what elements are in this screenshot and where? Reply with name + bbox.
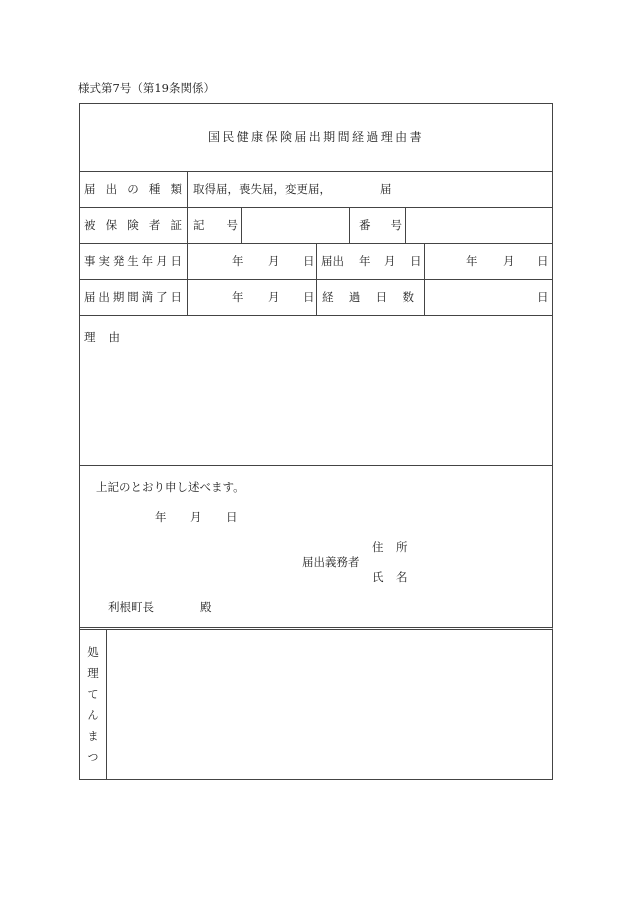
deadline-year-unit: 年 [232,290,244,304]
filing-label-year-unit: 年 [359,254,371,268]
occurrence-date-label: 事実発生年月日 [80,244,188,280]
filing-day-unit: 日 [537,254,549,268]
form-table [79,103,553,780]
processing-label-cell [80,630,107,780]
filing-year-unit: 年 [466,254,478,268]
deadline-day-unit: 日 [303,290,315,304]
addressee-honorific: 殿 [200,600,212,614]
reason-section [80,316,553,466]
deadline-date-field [188,280,317,316]
declaration-day-unit: 日 [226,510,238,524]
address-label: 住所 [372,540,420,554]
card-symbol-label: 記号 [188,208,242,244]
declaration-statement: 上記のとおり申し述べます。 [96,480,245,494]
insurance-card-label: 被保険者証 [80,208,188,244]
declaration-year-unit: 年 [155,510,167,524]
filing-date-label-cell [317,244,425,280]
filing-date-field [425,244,553,280]
occurrence-date-field [188,244,317,280]
card-number-label: 番号 [350,208,406,244]
reason-label: 理由 [84,330,133,344]
notification-type-label: 届出の種類 [80,172,188,208]
filing-label-month-unit: 月 [384,254,396,268]
declaration-month-unit: 月 [190,510,202,524]
occurrence-month-unit: 月 [268,254,280,268]
occurrence-day-unit: 日 [303,254,315,268]
deadline-month-unit: 月 [268,290,280,304]
form-number-label: 様式第7号（第19条関係） [78,81,215,95]
elapsed-days-unit: 日 [537,290,549,304]
notification-type-cell [188,172,553,208]
title-row [80,104,553,172]
obligor-label: 届出義務者 [302,555,360,569]
form-title: 国民健康保険届出期間経過理由書 [207,130,424,144]
deadline-date-label: 届出期間満了日 [80,280,188,316]
processing-notes-area [107,630,553,780]
addressee: 利根町長 [108,600,154,614]
card-number-field [406,208,553,244]
filing-date-label: 届出 [321,254,344,268]
filing-month-unit: 月 [503,254,515,268]
filing-label-day-unit: 日 [410,254,422,268]
processing-label: 処理てんまつ [86,646,100,772]
card-symbol-field [242,208,350,244]
elapsed-days-label: 経過日数 [317,280,425,316]
declaration-section [80,466,553,630]
notification-type-suffix: 届 [380,182,392,196]
elapsed-days-field [425,280,553,316]
notification-type-options: 取得届，喪失届，変更届， [193,182,331,196]
name-label: 氏名 [372,570,420,584]
occurrence-year-unit: 年 [232,254,244,268]
